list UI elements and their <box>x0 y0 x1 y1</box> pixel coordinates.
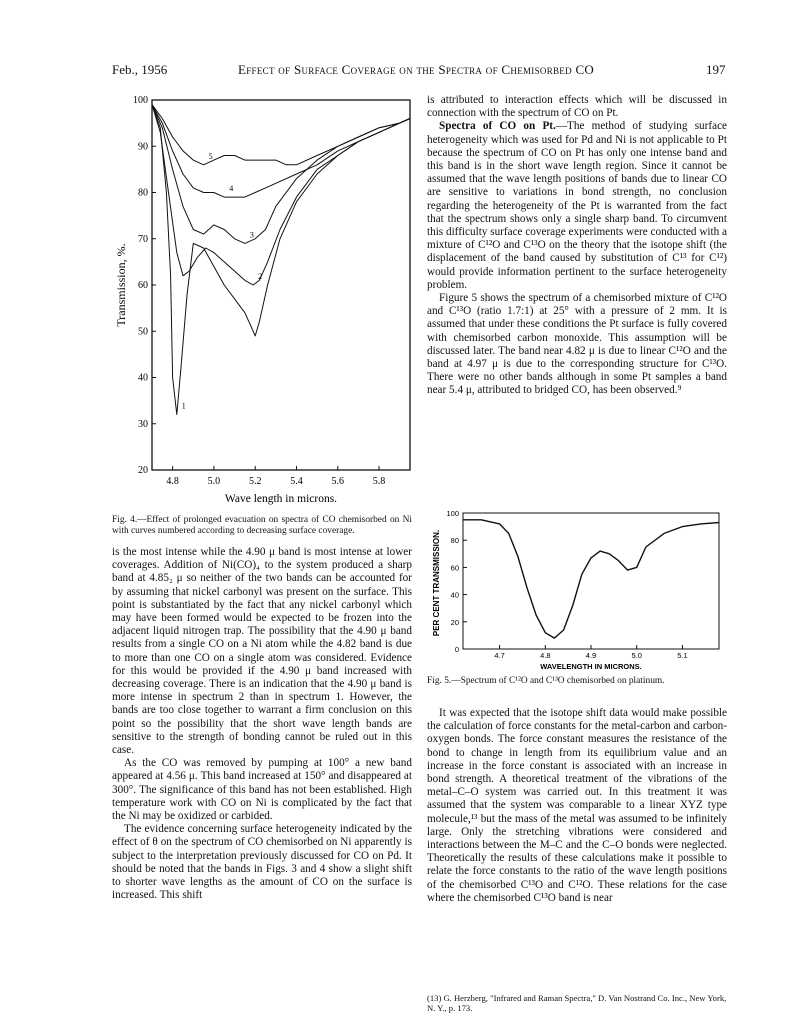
x-tick-label: 5.2 <box>248 476 262 487</box>
left-paragraph-3: The evidence concerning surface heterogeneity indicated by the effect of θ on the spectrum of CO chemisorbed on Ni apparently is subject to the interpretation previously discussed for CO on Pd. It should be noted that the bands in Figs. 3 and 4 show a slight shift to shorter wave lengths as the amount of CO on the surface is increased. This shift <box>112 823 412 902</box>
page-number: 197 <box>706 62 726 77</box>
footnote-13: (13) G. Herzberg, "Infrared and Raman Spectra," D. Van Nostrand Co. Inc., New York, N. Y., p. 173. <box>427 993 727 1014</box>
series-label-2: 2 <box>258 272 263 281</box>
y-tick-label: 40 <box>450 590 459 600</box>
fig5-x-axis-label: WAVELENGTH IN MICRONS. <box>540 662 642 671</box>
header-date: Feb., 1956 <box>112 62 168 77</box>
right-paragraph-3: It was expected that the isotope shift data would make possible the calculation of force constants for the metal-carbon and carbon-oxygen bonds. The force constant measures the resistance of the bond to change in length from its equilibrium value and an increase in the force constant is associated with an increase in bond strength. A theoretical treatment of the vibrations of the metal–C–O system was carried out. In this treatment it was assumed that the system was comparable to a linear XYZ type molecule,¹³ but the mass of the metal was assumed to be infinitely large. Only the stretching vibrations were considered and interactions between the M–C and the C–O bonds were neglected. Theoretically the results of these calculations make it possible to relate the force constants to the ratio of the wave length positions of the chemisorbed C¹³O and C¹²O. These relations for the case where the chemisorbed C¹³O band is near <box>427 707 727 904</box>
fig4-y-axis-label: Transmission, %. <box>114 243 128 327</box>
series-label-3: 3 <box>249 230 254 240</box>
y-tick-label: 100 <box>446 509 459 518</box>
fig4-x-axis-label: Wave length in microns. <box>224 493 338 505</box>
figure-5-chart <box>427 503 727 671</box>
y-tick-label: 30 <box>138 418 148 430</box>
left-paragraph-1: is the most intense while the 4.90 μ band is most intense at lower coverages. Addition of Ni(CO)₄ to the system produced a sharp band at 4.85₂ μ so neither of the two bands can be accounted for by assuming that nickel carbonyl was present on the surface. This point is substantiated by the fact that any nickel carbonyl which may have been formed would be expected to be frozen into the adjacent liquid nitrogen trap. The possibility that the 4.90 μ band results from a single CO on a Ni atom while the 4.82 band is due to more than one CO on a single atom was considered. Evidence for this would be provided if the 4.90 μ band increased with decreasing coverage. There is an indication that the 4.90 μ band is more intense in spectrum 2 than in spectrum 1. However, the bands are too close together to warrant a firm conclusion on this point so the possibility that the short wave length bands are sensitive to the strength of bonding cannot be ruled out in this case. <box>112 546 412 757</box>
x-tick-label: 5.8 <box>372 476 386 487</box>
series-line-3 <box>152 105 410 244</box>
series-line-1 <box>152 105 410 415</box>
y-tick-label: 80 <box>450 536 459 546</box>
x-tick-label: 5.6 <box>331 476 345 487</box>
left-paragraph-2: As the CO was removed by pumping at 100° a new band appeared at 4.56 μ. This band increased at 150° and disappeared at 300°. The significance of this band has not been established. High temperature work with CO on Ni is complicated by the fact that the Ni may be oxidized or carbided. <box>112 757 412 823</box>
series-label-1: 1 <box>181 401 186 411</box>
fig5-caption: Fig. 5.—Spectrum of C¹²O and C¹³O chemisorbed on platinum. <box>427 676 665 686</box>
right-column-lower <box>427 707 727 905</box>
x-tick-label: 4.8 <box>166 476 179 487</box>
right-paragraph-0: is attributed to interaction effects which will be discussed in connection with the spectrum of CO on Pt. <box>427 94 727 120</box>
fig4-plot-frame <box>152 100 410 470</box>
y-tick-label: 40 <box>138 372 148 384</box>
series-label-4: 4 <box>229 184 234 194</box>
x-tick-label: 5.1 <box>677 651 688 660</box>
y-tick-label: 60 <box>138 280 148 291</box>
y-tick-label: 100 <box>133 95 148 106</box>
x-tick-label: 5.4 <box>290 476 303 487</box>
y-tick-label: 80 <box>138 187 148 199</box>
series-line-1 <box>463 520 719 638</box>
left-column <box>112 546 412 902</box>
right-column-upper <box>427 94 727 398</box>
x-tick-label: 4.7 <box>494 651 505 660</box>
fig5-plot-frame <box>463 513 719 649</box>
figure-4-chart <box>112 92 412 514</box>
x-tick-label: 5.0 <box>631 651 642 660</box>
fig5-y-axis-label: PER CENT TRANSMISSION. <box>432 529 441 637</box>
y-tick-label: 90 <box>138 141 148 153</box>
x-tick-label: 4.9 <box>585 651 597 660</box>
fig4-caption: Fig. 4.—Effect of prolonged evacuation on spectra of CO chemisorbed on Ni with curves numbered according to decreasing surface coverage. <box>112 515 412 536</box>
x-tick-label: 4.8 <box>540 651 551 660</box>
y-tick-label: 50 <box>138 326 148 338</box>
right-paragraph-1: —The method of studying surface heterogeneity which was used for Pd and Ni is not applicable to Pt because the spectrum of CO on Pt has only one intense band and this band is in the short wave length region. Since it cannot be assumed that the wave length positions of bands due to linear CO are sensitive to variations in bond strength, no conclusion regarding the heterogeneity of the Pt is warranted from the fact that the spectrum shows only a single sharp band. To circumvent this difficulty surface coverage experiments were conducted with a mixture of C¹²O and C¹³O on the theory that the isotope shift (the displacement of the band caused by substitution of C¹³ for C¹²) would provide information pertinent to the surface heterogeneity problem. <box>427 120 728 291</box>
y-tick-label: 70 <box>138 233 148 245</box>
series-line-4 <box>152 105 410 198</box>
x-tick-label: 5.0 <box>207 476 221 487</box>
section-heading: Spectra of CO on Pt. <box>439 120 556 133</box>
y-tick-label: 0 <box>454 645 459 654</box>
series-label-5: 5 <box>208 151 213 161</box>
series-line-5 <box>152 105 410 165</box>
y-tick-label: 20 <box>450 617 459 627</box>
right-paragraph-2: Figure 5 shows the spectrum of a chemisorbed mixture of C¹²O and C¹³O (ratio 1.7:1) at 25° with a pressure of 2 mm. It is assumed that under these conditions the Pt surface is fully covered with chemisorbed carbon monoxide. This assumption will be discussed later. The band near 4.82 μ is due to linear C¹²O and the band at 4.97 μ is due to the corresponding structure for C¹³O. There were no other bands although in some Pt samples a band near 5.4 μ, attributed to bridged CO, has been observed.⁹ <box>427 292 727 397</box>
y-tick-label: 60 <box>450 563 459 573</box>
header-title: Effect of Surface Coverage on the Spectra of Chemisorbed CO <box>238 62 595 77</box>
y-tick-label: 20 <box>138 465 148 476</box>
